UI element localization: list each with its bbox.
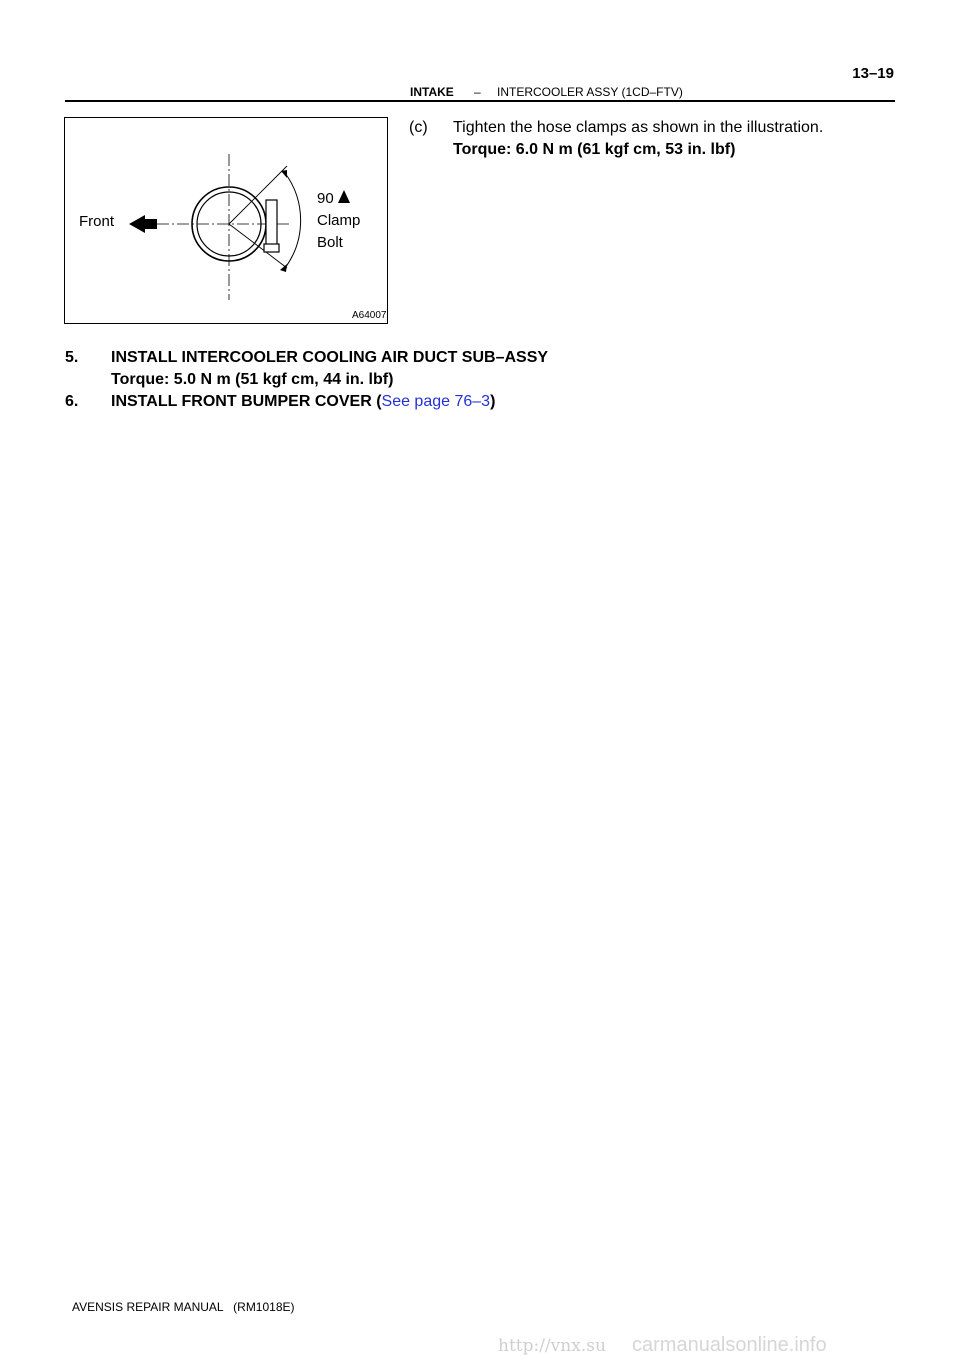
front-label: Front [79, 213, 115, 230]
site-watermark: carmanualsonline.info [632, 1334, 827, 1356]
step-c-label: (c) [409, 119, 428, 136]
figure-code: A64007 [352, 310, 387, 321]
degree-marker-icon [338, 190, 350, 203]
step-5-title: INSTALL INTERCOOLER COOLING AIR DUCT SUB–ASSY [111, 349, 549, 366]
step-5-number: 5. [65, 349, 79, 366]
header-subsection-title: INTERCOOLER ASSY (1CD–FTV) [497, 85, 683, 99]
bolt-label: Bolt [317, 234, 343, 251]
clamp-orientation-illustration [64, 117, 388, 324]
footer-manual-name: AVENSIS REPAIR MANUAL (RM1018E) [72, 1300, 295, 1314]
header-divider [65, 100, 895, 102]
step-6-title [111, 391, 495, 413]
step-c-instruction: Tighten the hose clamps as shown in the illustration. [453, 119, 824, 136]
step-6-number: 6. [65, 393, 79, 410]
see-page-link[interactable]: See page 76–3 [381, 393, 491, 410]
step-c-torque-spec: Torque: 6.0 N m (61 kgf cm, 53 in. lbf) [453, 141, 736, 158]
step-6-title-suffix: ) [490, 393, 496, 410]
front-arrow-icon [129, 215, 157, 233]
step-6-title-prefix: INSTALL FRONT BUMPER COVER ( [111, 393, 382, 410]
header-separator: – [474, 85, 481, 99]
clamp-bolt-shape [266, 200, 277, 246]
header-section-title: INTAKE [410, 85, 454, 99]
angle-label: 90 [317, 190, 334, 207]
step-5-torque-spec: Torque: 5.0 N m (51 kgf cm, 44 in. lbf) [111, 371, 394, 388]
url-watermark: http://vnx.su [498, 1336, 606, 1356]
clamp-label: Clamp [317, 212, 361, 229]
page-number: 13–19 [852, 65, 894, 82]
